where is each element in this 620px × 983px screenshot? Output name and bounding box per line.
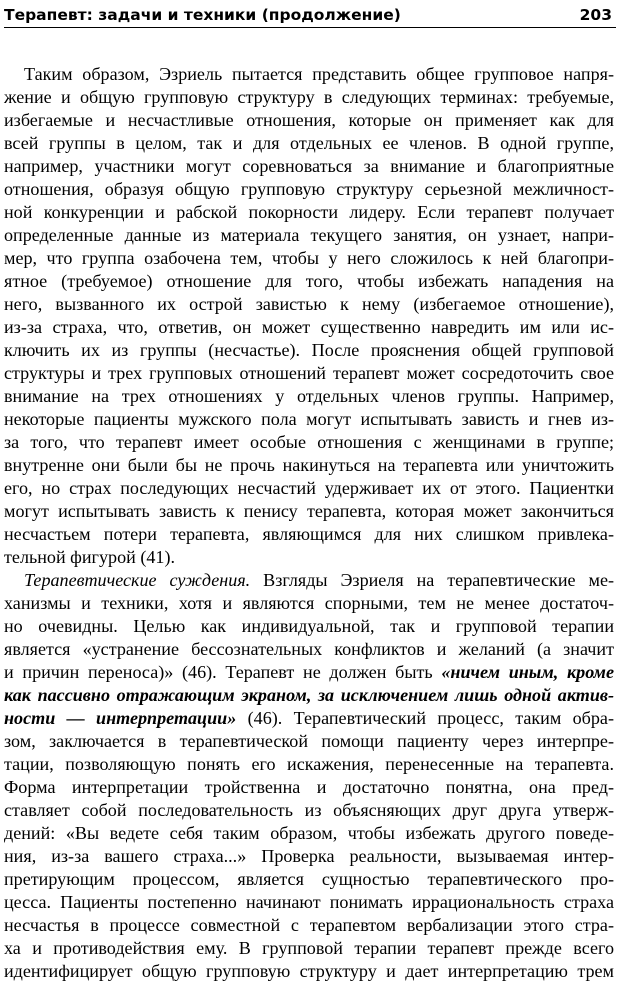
text-line <box>4 132 614 155</box>
text-line <box>4 960 614 983</box>
body-text <box>4 63 614 983</box>
text-segment: могут испытывать зависть к пенису терапевта, которая может закончиться <box>4 501 614 521</box>
emphasis-text: «ничем иным, кроме <box>441 662 614 682</box>
text-line <box>4 63 614 86</box>
text-line <box>4 891 614 914</box>
text-line <box>4 937 614 960</box>
emphasis-text: как пассивно отражающим экраном, за исключением лишь одной актив- <box>4 685 614 705</box>
text-segment: из-за страха, что, ответив, он может существенно навредить им или ис- <box>4 317 614 337</box>
text-line <box>4 201 614 224</box>
text-line <box>4 224 614 247</box>
text-segment: тельной фигурой (41). <box>4 547 175 567</box>
text-segment: внимание на трех отношениях у отдельных членов группы. Например, <box>4 386 614 406</box>
text-line <box>4 408 614 431</box>
text-segment: ханизмы и техники, хотя и являются спорными, тем не менее достаточ- <box>4 593 614 613</box>
text-segment: всей группы в целом, так и для отдельных ее членов. В одной группе, <box>4 133 614 153</box>
text-segment: (46). Терапевтический процесс, таким обра- <box>236 708 614 728</box>
text-line <box>4 385 614 408</box>
text-line <box>4 155 614 178</box>
emphasis-text: Терапевтические суждения. <box>24 570 251 590</box>
text-segment: зом, заключается в терапевтической помощи пациенту через интерпре- <box>4 731 614 751</box>
text-line <box>4 109 614 132</box>
text-line <box>4 868 614 891</box>
text-segment: ха и противодействия ему. В групповой терапии терапевт прежде всего <box>4 938 614 958</box>
text-line <box>4 707 614 730</box>
text-segment: ставляет собой последовательность из объясняющих друг друга утверж- <box>4 800 614 820</box>
text-segment: несчастьем потери терапевта, являющимся для них слишком привлека- <box>4 524 614 544</box>
text-segment: отношения, образуя общую групповую структуру серьезной межличност- <box>4 179 614 199</box>
page-number: 203 <box>579 6 612 24</box>
text-segment: дений: «Вы ведете себя таким образом, чтобы избежать другого поведе- <box>4 823 614 843</box>
text-line <box>4 339 614 362</box>
text-segment: например, участники могут соревноваться за внимание и благоприятные <box>4 156 614 176</box>
text-line <box>4 638 614 661</box>
text-line <box>4 431 614 454</box>
text-segment: ния, из-за вашего страха...» Проверка реальности, вызываемая интер- <box>4 846 614 866</box>
text-segment: Форма интерпретации тройственна и достаточно понятна, она пред- <box>4 777 614 797</box>
text-line <box>4 822 614 845</box>
text-line <box>4 592 614 615</box>
text-line <box>4 730 614 753</box>
text-segment: мер, что группа озабочена тем, чтобы у него сложилось к ней благопри- <box>4 248 614 268</box>
text-segment: некоторые пациенты мужского пола могут испытывать зависть и гнев из- <box>4 409 614 429</box>
text-segment: несчастья в процессе совместной с терапевтом вербализации этого стра- <box>4 915 614 935</box>
text-segment: определенные данные из материала текущего занятия, он узнает, напри- <box>4 225 614 245</box>
text-segment: его, но страх последующих несчастий удерживает их от этого. Пациентки <box>4 478 614 498</box>
text-line <box>4 270 614 293</box>
header-rule <box>4 27 616 28</box>
text-line <box>4 454 614 477</box>
text-segment: но очевидны. Целью как индивидуальной, так и групповой терапии <box>4 616 614 636</box>
text-segment: ятное (требуемое) отношение для того, чтобы избежать нападения на <box>4 271 614 291</box>
text-line <box>4 753 614 776</box>
text-segment: Таким образом, Эзриель пытается представить общее групповое напря- <box>24 64 614 84</box>
text-segment: избегаемые и несчастливые отношения, которые он применяет как для <box>4 110 614 130</box>
text-line <box>4 569 614 592</box>
text-segment: жение и общую групповую структуру в следующих терминах: требуемые, <box>4 87 614 107</box>
text-line <box>4 776 614 799</box>
text-segment: цесса. Пациенты постепенно начинают понимать иррациональность страха <box>4 892 614 912</box>
text-segment: ключить их из группы (несчастье). После прояснения общей групповой <box>4 340 614 360</box>
text-segment: тации, позволяющую понять его искажения, перенесенные на терапевта. <box>4 754 614 774</box>
text-segment: ной конкуренции и рабской покорности лидеру. Если терапевт получает <box>4 202 614 222</box>
text-line <box>4 845 614 868</box>
text-line <box>4 546 614 569</box>
text-line <box>4 86 614 109</box>
text-segment: него, вызванного их острой завистью к нему (избегаемое отношение), <box>4 294 614 314</box>
text-line <box>4 316 614 339</box>
text-segment: внутренне они были бы не прочь накинуться на терапевта или уничтожить <box>4 455 614 475</box>
running-header-title: Терапевт: задачи и техники (продолжение) <box>4 6 401 24</box>
text-line <box>4 684 614 707</box>
text-line <box>4 799 614 822</box>
running-header <box>4 4 612 26</box>
text-line <box>4 477 614 500</box>
text-line <box>4 615 614 638</box>
text-line <box>4 178 614 201</box>
text-line <box>4 293 614 316</box>
text-line <box>4 914 614 937</box>
text-line <box>4 523 614 546</box>
text-line <box>4 362 614 385</box>
text-segment: Взгляды Эзриеля на терапевтические ме- <box>250 570 614 590</box>
text-segment: структуры и трех групповых отношений терапевт может сосредоточить свое <box>4 363 614 383</box>
text-segment: идентифицирует общую групповую структуру и дает интерпретацию трем <box>4 961 614 981</box>
text-segment: является «устранение бессознательных конфликтов и желаний (а значит <box>4 639 614 659</box>
text-line <box>4 661 614 684</box>
text-line <box>4 500 614 523</box>
text-segment: и причин переноса)» (46). Терапевт не должен быть <box>4 662 442 682</box>
emphasis-text: ности — интерпретации» <box>4 708 237 728</box>
text-line <box>4 247 614 270</box>
text-segment: претирующим процессом, является сущностью терапевтического про- <box>4 869 614 889</box>
text-segment: за того, что терапевт имеет особые отношения с женщинами в группе; <box>4 432 614 452</box>
